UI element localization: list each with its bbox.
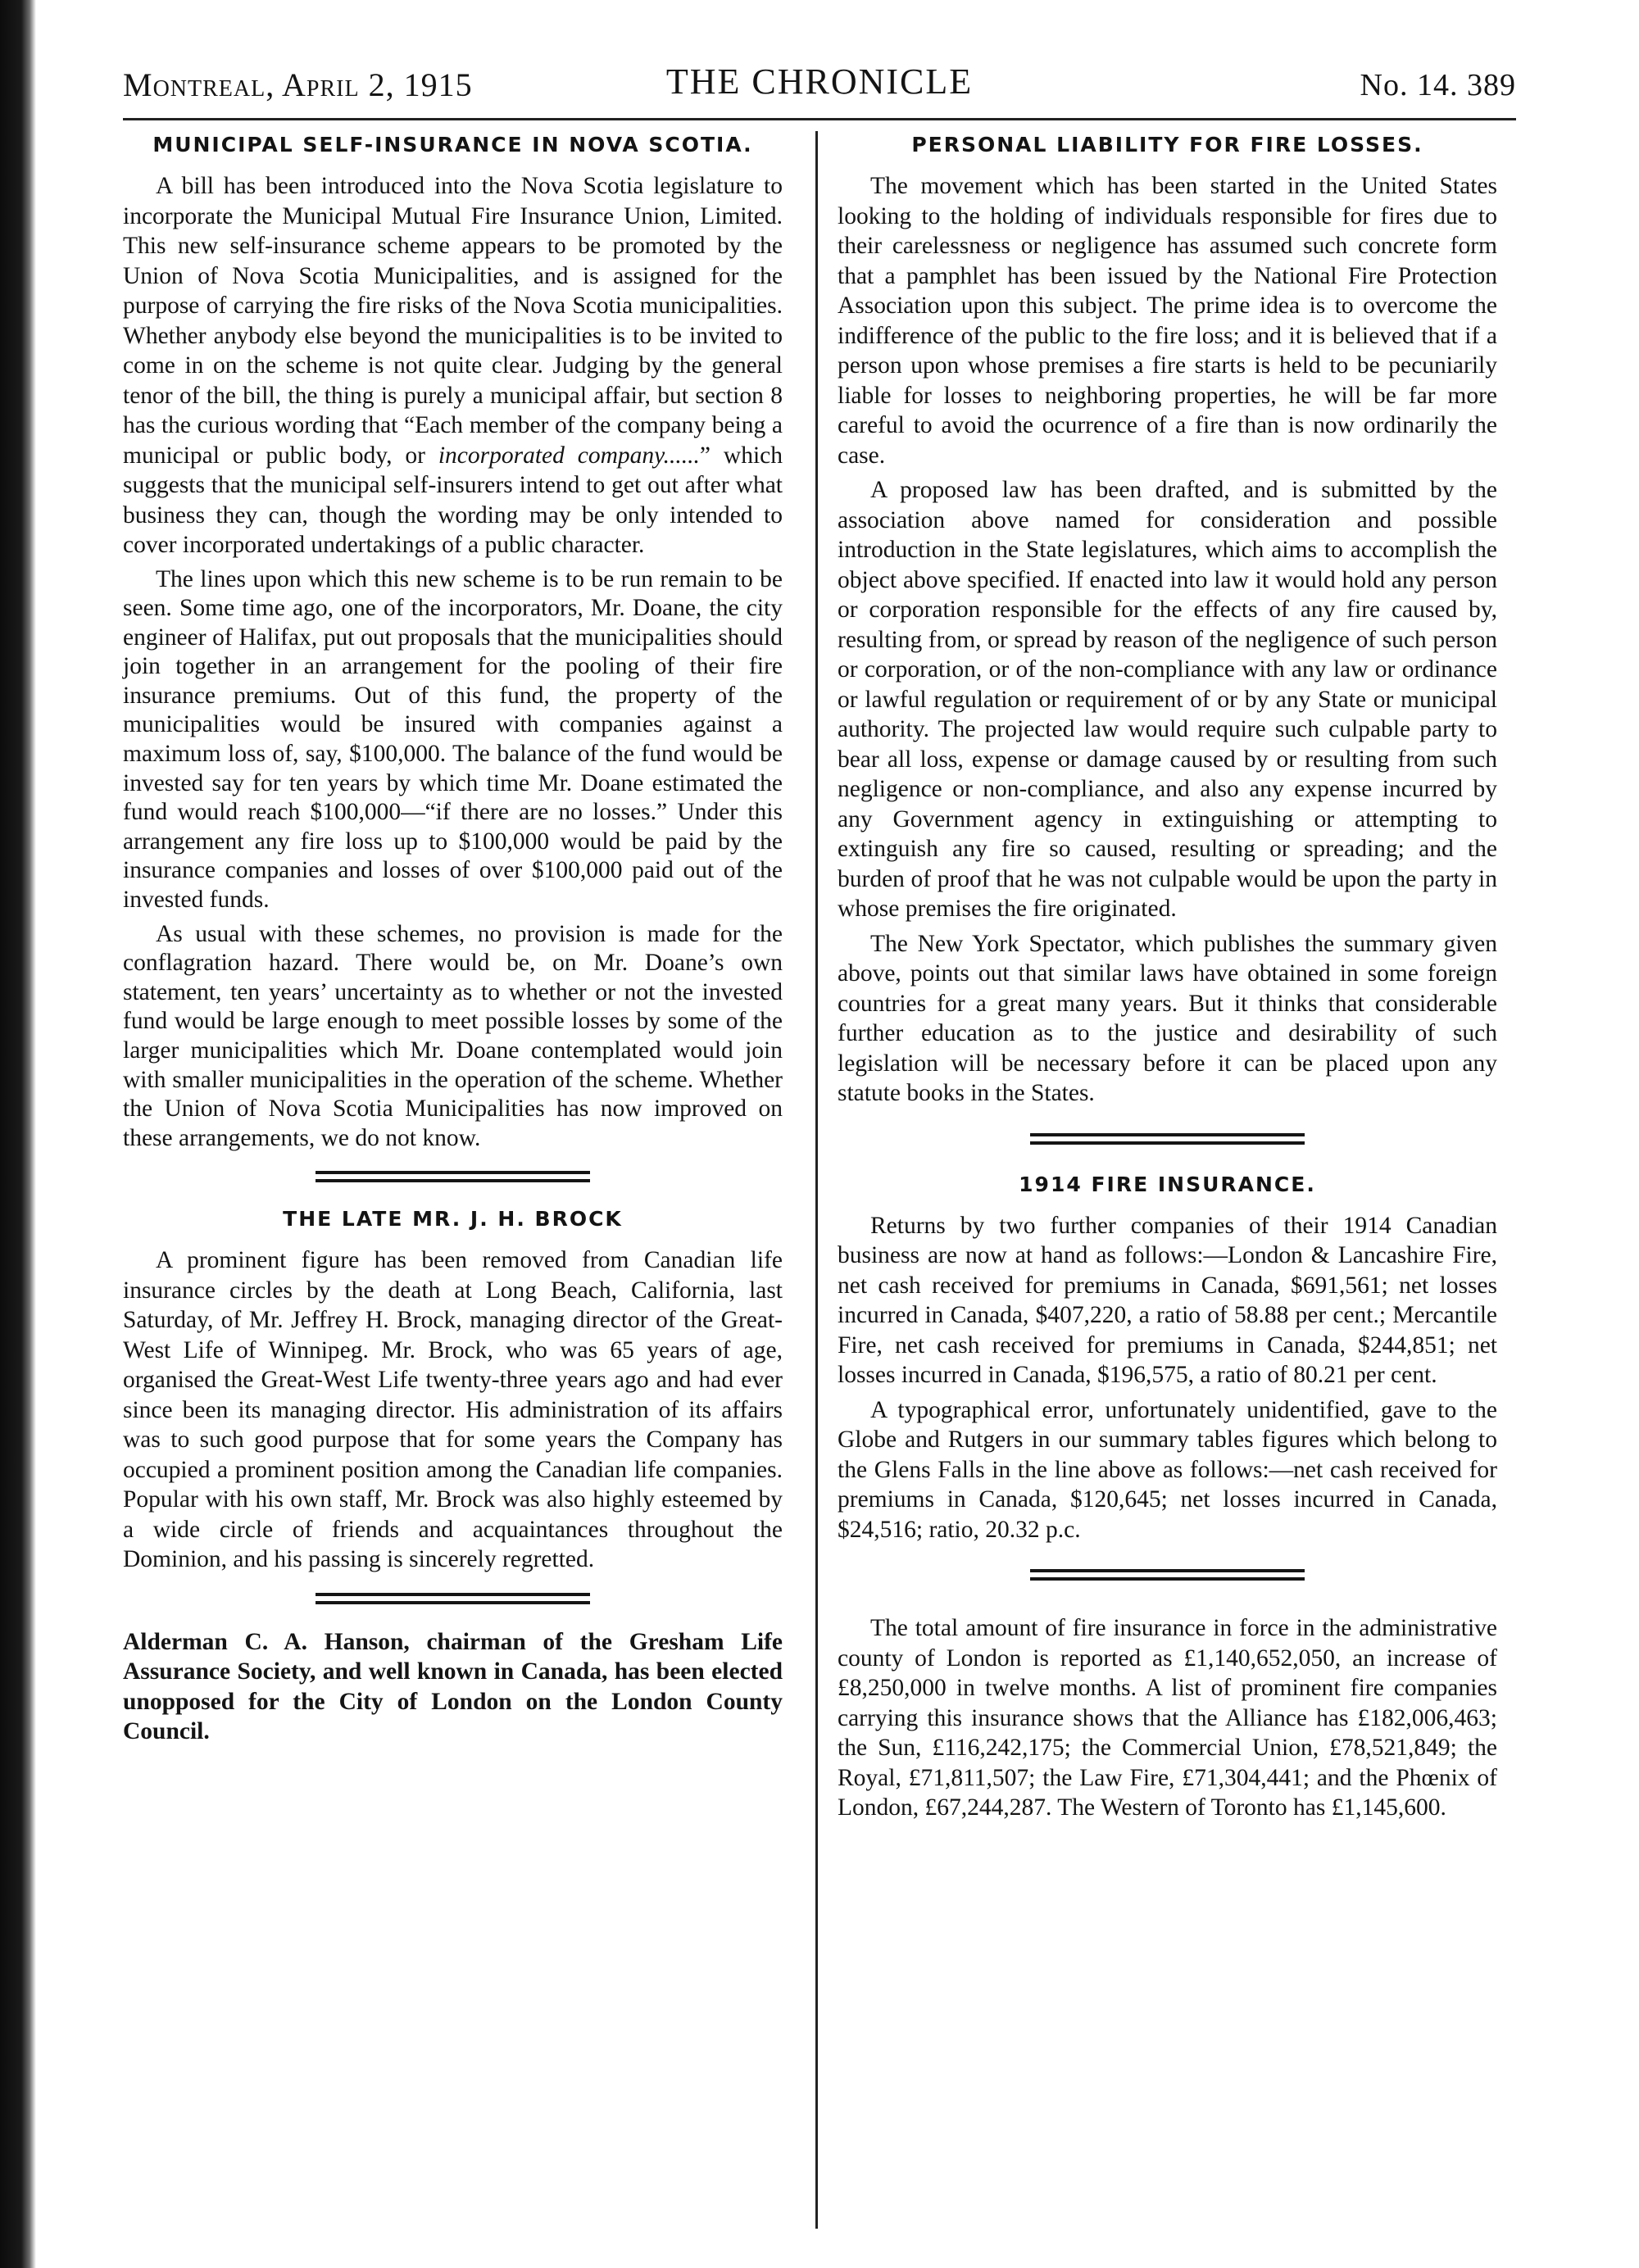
section-divider — [1030, 1133, 1305, 1145]
article-paragraph: A bill has been introduced into the Nova Scotia legislature to incorporate the Municipal Mutual Fire Insurance Union, Limited. This new self-insurance scheme appears to be promoted by the Union of Nova Scotia Municipalities, and is assigned for the purpose of carrying the fire risks of the Nova Scotia municipalities. Whether anybody else beyond the municipalities is to be invited to come in on the scheme is not quite clear. Judging by the general tenor of the bill, the thing is purely a municipal affair, but section 8 has the curious wording that “Each member of the company being a municipal or public body, or incorporated company......” which suggests that the municipal self-insurers intend to get out after what business they can, though the wording may be only intended to cover incorporated undertakings of a public character. — [123, 173, 783, 558]
article-paragraph: The lines upon which this new scheme is to be run remain to be seen. Some time ago, one of the incorporators, Mr. Doane, the city engineer of Halifax, put out proposals that the municipalities should join together in an arrangement for the pooling of their fire insurance premiums. Out of this fund, the property of the municipalities would be insured with companies against a maximum loss of, say, $100,000. The balance of the fund would be invested say for ten years by which time Mr. Doane estimated the fund would reach $100,000—“if there are no losses.” Under this arrangement any fire loss up to $100,000 would be paid by the insurance companies and losses of over $100,000 paid out of the invested funds. — [123, 565, 783, 914]
column-divider — [815, 131, 818, 2229]
article-paragraph: A prominent figure has been removed from Canadian life insurance circles by the death at Long Beach, California, last Saturday, of Mr. Jeffrey H. Brock, managing director of the Great-West Life of Winnipeg. Mr. Brock, who was 65 years of age, organised the Great-West Life twenty-three years ago and had ever since been its managing director. His administration of its affairs was to such good purpose that for some years the Company has occupied a prominent position among the Canadian life companies. Popular with his own staff, Mr. Brock was also highly esteemed by a wide circle of friends and acquaintances throughout the Dominion, and his passing is sincerely regretted. — [123, 1247, 783, 1573]
right-column — [838, 133, 1497, 1828]
article-paragraph: The New York Spectator, which publishes the summary given above, points out that similar laws have obtained in some foreign countries for a great many years. But it thinks that considerable further education as to the justice and desirability of such legislation will be necessary before it can be placed upon any statute books in the States. — [838, 930, 1497, 1106]
scan-binding-edge — [0, 0, 36, 2268]
italic-quote: incorporated company...... — [438, 442, 700, 469]
article-paragraph: A typographical error, unfortunately unidentified, gave to the Globe and Rutgers in our summary tables figures which belong to the Glens Falls in the line above as follows:—net cash received for premiums in Canada, $120,645; net losses incurred in Canada, $24,516; ratio, 20.32 p.c. — [838, 1396, 1497, 1543]
publication-title: THE CHRONICLE — [665, 61, 974, 102]
article-paragraph: Returns by two further companies of their 1914 Canadian business are now at hand as follows:—London & Lancashire Fire, net cash received for premiums in Canada, $691,561; net losses incurred in Canada, $407,220, a ratio of 58.88 per cent.; Mercantile Fire, net cash received for premiums in Canada, $244,851; net losses incurred in Canada, $196,575, a ratio of 80.21 per cent. — [838, 1212, 1497, 1388]
newspaper-page — [123, 57, 1516, 2229]
article-1914-fire-insurance — [838, 1173, 1497, 1545]
article-paragraph: The total amount of fire insurance in force in the administrative county of London is reported as £1,140,652,050, an increase of £8,250,000 in twelve months. A list of prominent fire companies carrying this insurance shows that the Alliance has £182,006,463; the Sun, £116,242,175; the Commercial Union, £78,521,849; the Royal, £71,811,507; the Law Fire, £71,304,441; and the Phœnix of London, £67,244,287. The Western of Toronto has £1,145,600. — [838, 1615, 1497, 1821]
section-divider — [1030, 1569, 1305, 1581]
left-column — [123, 133, 783, 1752]
article-alderman-hanson — [123, 1627, 783, 1747]
article-paragraph: The movement which has been started in the United States looking to the holding of individuals responsible for fires due to their carelessness or negligence has assumed such concrete form that a pamphlet has been issued by the National Fire Protection Association upon this subject. The prime idea is to overcome the indifference of the public to the fire loss; and it is believed that if a person upon whose premises a fire starts is held to be pecuniarily liable for losses to neighboring properties, he will be far more careful to avoid the ocurrence of a fire than is now ordinarily the case. — [838, 173, 1497, 469]
article-paragraph: Alderman C. A. Hanson, chairman of the Gresham Life Assurance Society, and well known in Canada, has been elected unopposed for the City of London on the London County Council. — [123, 1628, 783, 1745]
article-london-fire-insurance — [838, 1613, 1497, 1823]
dateline: Montreal, April 2, 1915 — [123, 66, 473, 103]
article-late-mr-brock — [123, 1207, 783, 1575]
article-municipal-self-insurance — [123, 133, 783, 1153]
article-heading: PERSONAL LIABILITY FOR FIRE LOSSES. — [911, 133, 1423, 156]
article-personal-liability — [838, 133, 1497, 1109]
header-rule — [123, 118, 1516, 120]
article-heading: THE LATE MR. J. H. BROCK — [283, 1207, 623, 1232]
article-paragraph: As usual with these schemes, no provision is made for the conflagration hazard. There would be, on Mr. Doane’s own statement, ten years’ uncertainty as to whether or not the invested fund would be large enough to meet possible losses by some of the larger municipalities which Mr. Doane contemplated would join with smaller municipalities in the operation of the scheme. Whether the Union of Nova Scotia Municipalities has now improved on these arrangements, we do not know. — [123, 920, 783, 1151]
article-heading: 1914 FIRE INSURANCE. — [1019, 1172, 1316, 1196]
article-paragraph: A proposed law has been drafted, and is submitted by the association above named for consideration and possible introduction in the State legislatures, which aims to accomplish the object above specified. If enacted into law it would hold any person or corporation responsible for the effects of any fire caused by, resulting from, or spread by reason of the negligence of such person or corporation, or of the non-compliance with any law or ordinance or lawful regulation or requirement of or by any State or municipal authority. The projected law would require such culpable party to bear all loss, expense or damage caused by or resulting from such negligence or non-compliance, and also any expense incurred by any Government agency in extinguishing or attempting to extinguish any fire so caused, resulting or spreading; and the burden of proof that he was not culpable would be upon the party in whose premises the fire originated. — [838, 477, 1497, 922]
section-divider — [316, 1171, 590, 1182]
issue-page-number: No. 14. 389 — [1360, 68, 1516, 102]
running-head — [123, 57, 1516, 115]
section-divider — [316, 1593, 590, 1604]
article-heading: MUNICIPAL SELF-INSURANCE IN NOVA SCOTIA. — [152, 133, 753, 156]
